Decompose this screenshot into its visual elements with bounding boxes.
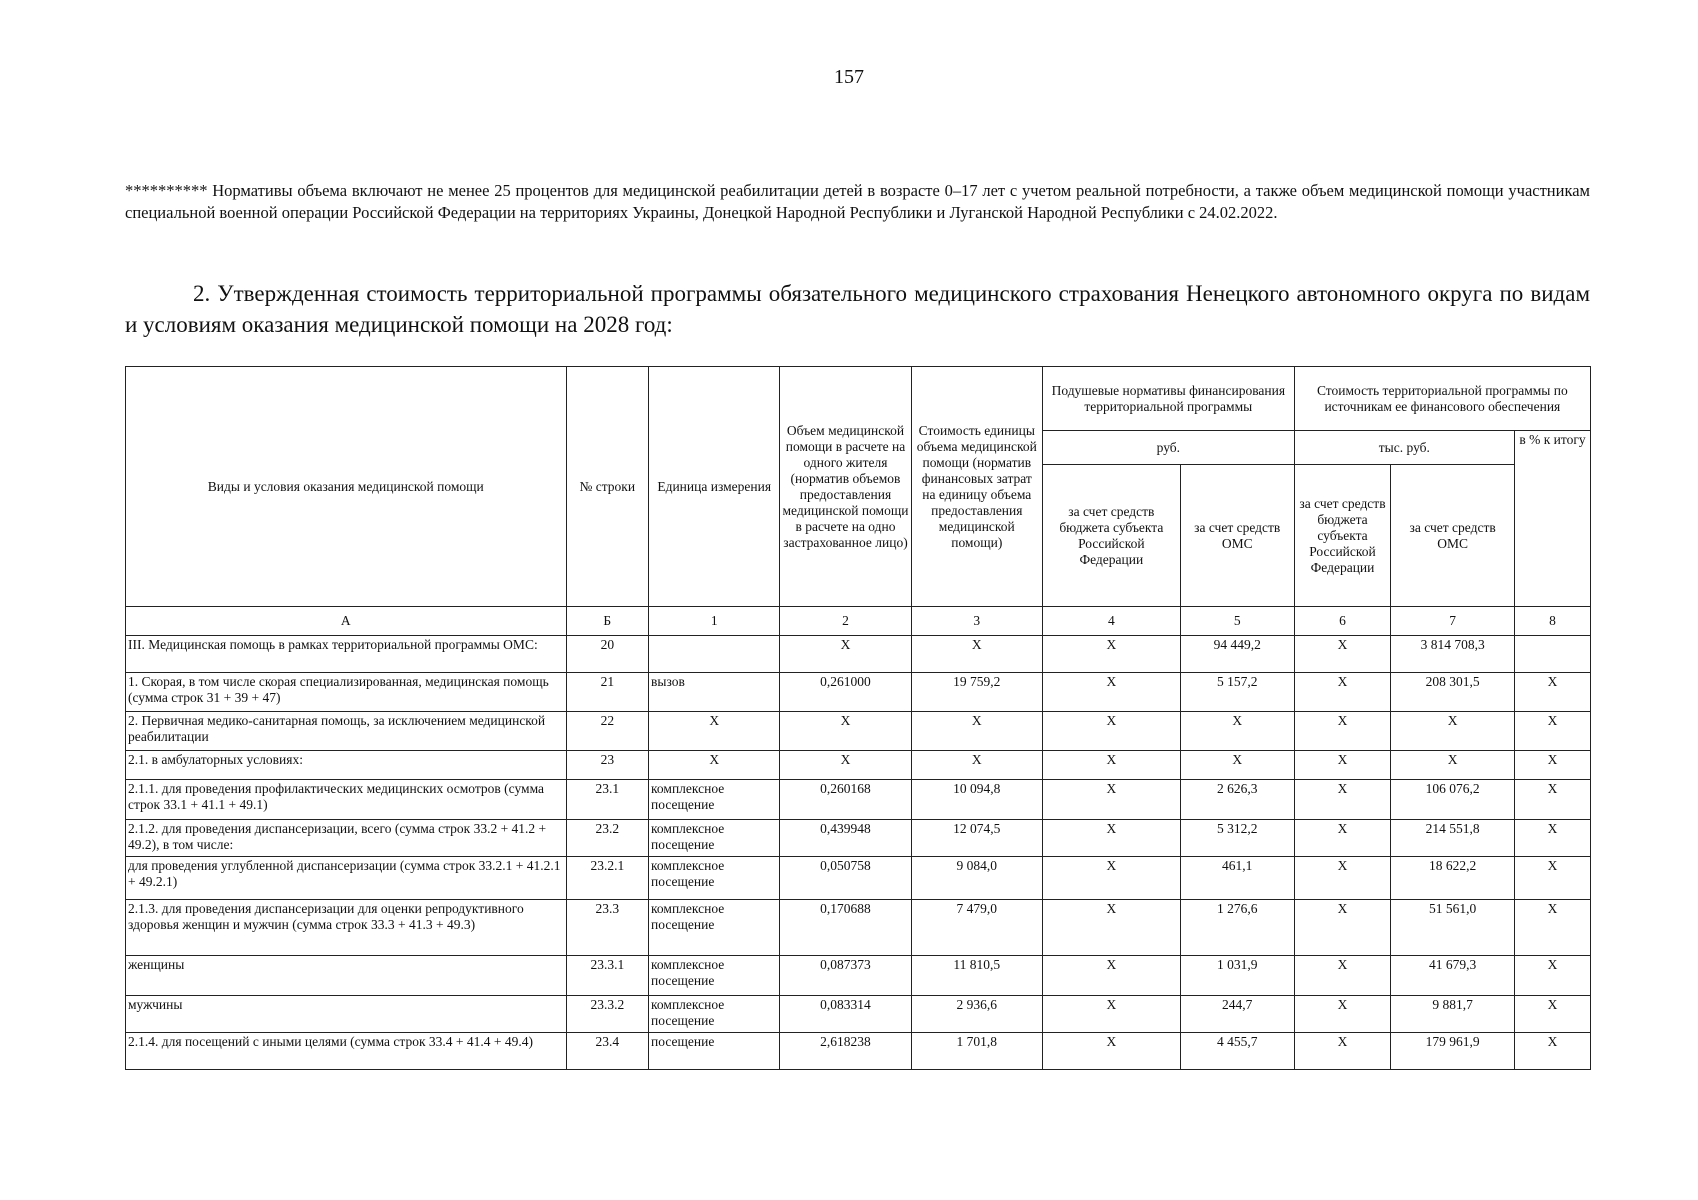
row-volume: 0,260168 [780, 780, 911, 820]
row-budget-total: X [1294, 857, 1391, 900]
row-oms: 2 626,3 [1180, 780, 1294, 820]
row-cost: 11 810,5 [911, 956, 1042, 996]
row-unit: X [649, 712, 780, 751]
row-volume: X [780, 751, 911, 780]
header-oms-2: за счет средств ОМС [1391, 465, 1515, 607]
table-row [126, 780, 1591, 820]
row-budget: X [1042, 636, 1180, 673]
header-unit: Единица измерения [649, 367, 780, 607]
row-cost: 7 479,0 [911, 900, 1042, 956]
row-budget: X [1042, 956, 1180, 996]
table-row [126, 636, 1591, 673]
header-percent: в % к итогу [1514, 431, 1590, 607]
row-cost: 12 074,5 [911, 820, 1042, 857]
row-oms: 1 276,6 [1180, 900, 1294, 956]
row-name: для проведения углубленной диспансеризации (сумма строк 33.2.1 + 41.2.1 + 49.2.1) [126, 857, 567, 900]
row-budget-total: X [1294, 712, 1391, 751]
row-oms: 5 157,2 [1180, 673, 1294, 712]
row-unit: комплексное посещение [649, 820, 780, 857]
row-unit: X [649, 751, 780, 780]
index-cell: А [126, 607, 567, 636]
index-cell: 5 [1180, 607, 1294, 636]
row-oms-total: X [1391, 712, 1515, 751]
index-cell: 6 [1294, 607, 1391, 636]
row-budget-total: X [1294, 1033, 1391, 1070]
row-oms-total: X [1391, 751, 1515, 780]
row-percent: X [1514, 751, 1590, 780]
row-percent: X [1514, 1033, 1590, 1070]
row-budget-total: X [1294, 636, 1391, 673]
header-program-cost: Стоимость территориальной программы по источникам ее финансового обеспечения [1294, 367, 1590, 431]
row-oms-total: 51 561,0 [1391, 900, 1515, 956]
row-volume: 0,050758 [780, 857, 911, 900]
row-oms: 244,7 [1180, 996, 1294, 1033]
row-no: 23.2 [566, 820, 648, 857]
table-row [126, 673, 1591, 712]
row-budget: X [1042, 996, 1180, 1033]
index-cell: 4 [1042, 607, 1180, 636]
row-cost: X [911, 712, 1042, 751]
row-cost: 19 759,2 [911, 673, 1042, 712]
page-number: 157 [834, 66, 864, 88]
index-row [126, 607, 1591, 636]
row-unit: комплексное посещение [649, 996, 780, 1033]
table-row [126, 956, 1591, 996]
table-row [126, 712, 1591, 751]
row-name: 2.1.3. для проведения диспансеризации для оценки репродуктивного здоровья женщин и мужчин (сумма строк 33.3 + 41.3 + 49.3) [126, 900, 567, 956]
row-percent [1514, 636, 1590, 673]
row-unit: посещение [649, 1033, 780, 1070]
row-budget-total: X [1294, 956, 1391, 996]
row-no: 23.2.1 [566, 857, 648, 900]
row-volume: X [780, 636, 911, 673]
row-no: 21 [566, 673, 648, 712]
row-no: 23.4 [566, 1033, 648, 1070]
row-cost: 1 701,8 [911, 1033, 1042, 1070]
row-percent: X [1514, 900, 1590, 956]
row-no: 23 [566, 751, 648, 780]
row-budget: X [1042, 900, 1180, 956]
header-rub: руб. [1042, 431, 1294, 465]
row-name: 2.1.2. для проведения диспансеризации, всего (сумма строк 33.2 + 41.2 + 49.2), в том числе: [126, 820, 567, 857]
cost-table [125, 366, 1591, 1070]
row-unit: комплексное посещение [649, 780, 780, 820]
header-volume: Объем медицинской помощи в расчете на одного жителя (норматив объемов предоставления медицинской помощи в расчете на одно застрахованное лицо) [780, 367, 911, 607]
row-name: 2.1.4. для посещений с иными целями (сумма строк 33.4 + 41.4 + 49.4) [126, 1033, 567, 1070]
row-oms: 1 031,9 [1180, 956, 1294, 996]
row-name: III. Медицинская помощь в рамках территориальной программы ОМС: [126, 636, 567, 673]
header-budget: за счет средств бюджета субъекта Российской Федерации [1042, 465, 1180, 607]
row-volume: 0,087373 [780, 956, 911, 996]
table-row [126, 751, 1591, 780]
row-no: 22 [566, 712, 648, 751]
row-oms-total: 106 076,2 [1391, 780, 1515, 820]
row-oms-total: 3 814 708,3 [1391, 636, 1515, 673]
row-volume: 0,261000 [780, 673, 911, 712]
row-oms-total: 208 301,5 [1391, 673, 1515, 712]
header-kinds: Виды и условия оказания медицинской помощи [126, 367, 567, 607]
row-unit: комплексное посещение [649, 956, 780, 996]
row-budget-total: X [1294, 780, 1391, 820]
header-cost: Стоимость единицы объема медицинской помощи (норматив финансовых затрат на единицу объема предоставления медицинской помощи) [911, 367, 1042, 607]
row-percent: X [1514, 820, 1590, 857]
index-cell: 8 [1514, 607, 1590, 636]
row-volume: 0,439948 [780, 820, 911, 857]
row-no: 23.3.1 [566, 956, 648, 996]
row-oms-total: 18 622,2 [1391, 857, 1515, 900]
row-no: 23.3.2 [566, 996, 648, 1033]
row-budget-total: X [1294, 820, 1391, 857]
row-name: 1. Скорая, в том числе скорая специализированная, медицинская помощь (сумма строк 31 + 39 + 47) [126, 673, 567, 712]
row-budget-total: X [1294, 673, 1391, 712]
header-thous-rub: тыс. руб. [1294, 431, 1514, 465]
row-budget: X [1042, 780, 1180, 820]
row-no: 23.3 [566, 900, 648, 956]
row-unit [649, 636, 780, 673]
footnote: ********** Нормативы объема включают не менее 25 процентов для медицинской реабилитации детей в возрасте 0–17 лет с учетом реальной потребности, а также объем медицинской помощи участникам специальной военной операции Российской Федерации на территориях Украины, Донецкой Народной Республики и Луганской Народной Республики с 24.02.2022. [125, 181, 1590, 222]
table-row [126, 900, 1591, 956]
row-percent: X [1514, 673, 1590, 712]
table-row [126, 820, 1591, 857]
index-cell: 1 [649, 607, 780, 636]
row-budget: X [1042, 857, 1180, 900]
header-oms: за счет средств ОМС [1180, 465, 1294, 607]
index-cell: 7 [1391, 607, 1515, 636]
row-cost: 10 094,8 [911, 780, 1042, 820]
row-unit: комплексное посещение [649, 857, 780, 900]
index-cell: 3 [911, 607, 1042, 636]
row-budget: X [1042, 751, 1180, 780]
table-row [126, 996, 1591, 1033]
row-percent: X [1514, 996, 1590, 1033]
row-oms-total: 179 961,9 [1391, 1033, 1515, 1070]
index-cell: 2 [780, 607, 911, 636]
row-oms: 94 449,2 [1180, 636, 1294, 673]
row-name: 2.1.1. для проведения профилактических медицинских осмотров (сумма строк 33.1 + 41.1 + 49.1) [126, 780, 567, 820]
header-budget-2: за счет средств бюджета субъекта Российской Федерации [1294, 465, 1391, 607]
section-title: 2. Утвержденная стоимость территориальной программы обязательного медицинского страхования Ненецкого автономного округа по видам и условиям оказания медицинской помощи на 2028 год: [125, 281, 1590, 337]
row-budget-total: X [1294, 996, 1391, 1033]
row-volume: 0,170688 [780, 900, 911, 956]
row-cost: X [911, 751, 1042, 780]
row-cost: 2 936,6 [911, 996, 1042, 1033]
row-name: мужчины [126, 996, 567, 1033]
row-percent: X [1514, 712, 1590, 751]
row-budget: X [1042, 712, 1180, 751]
row-unit: вызов [649, 673, 780, 712]
row-percent: X [1514, 857, 1590, 900]
row-oms-total: 41 679,3 [1391, 956, 1515, 996]
row-no: 23.1 [566, 780, 648, 820]
row-cost: 9 084,0 [911, 857, 1042, 900]
row-oms-total: 9 881,7 [1391, 996, 1515, 1033]
table-row [126, 1033, 1591, 1070]
row-cost: X [911, 636, 1042, 673]
row-no: 20 [566, 636, 648, 673]
row-budget: X [1042, 1033, 1180, 1070]
header-row-no: № строки [566, 367, 648, 607]
table-row [126, 857, 1591, 900]
row-budget: X [1042, 820, 1180, 857]
row-budget-total: X [1294, 751, 1391, 780]
row-oms: 4 455,7 [1180, 1033, 1294, 1070]
row-oms: X [1180, 751, 1294, 780]
row-oms: 5 312,2 [1180, 820, 1294, 857]
row-name: 2. Первичная медико-санитарная помощь, за исключением медицинской реабилитации [126, 712, 567, 751]
row-name: женщины [126, 956, 567, 996]
row-oms-total: 214 551,8 [1391, 820, 1515, 857]
row-oms: X [1180, 712, 1294, 751]
index-cell: Б [566, 607, 648, 636]
header-per-capita: Подушевые нормативы финансирования территориальной программы [1042, 367, 1294, 431]
row-budget-total: X [1294, 900, 1391, 956]
row-name: 2.1. в амбулаторных условиях: [126, 751, 567, 780]
row-volume: 2,618238 [780, 1033, 911, 1070]
row-percent: X [1514, 780, 1590, 820]
row-budget: X [1042, 673, 1180, 712]
row-oms: 461,1 [1180, 857, 1294, 900]
row-volume: X [780, 712, 911, 751]
row-unit: комплексное посещение [649, 900, 780, 956]
row-volume: 0,083314 [780, 996, 911, 1033]
row-percent: X [1514, 956, 1590, 996]
